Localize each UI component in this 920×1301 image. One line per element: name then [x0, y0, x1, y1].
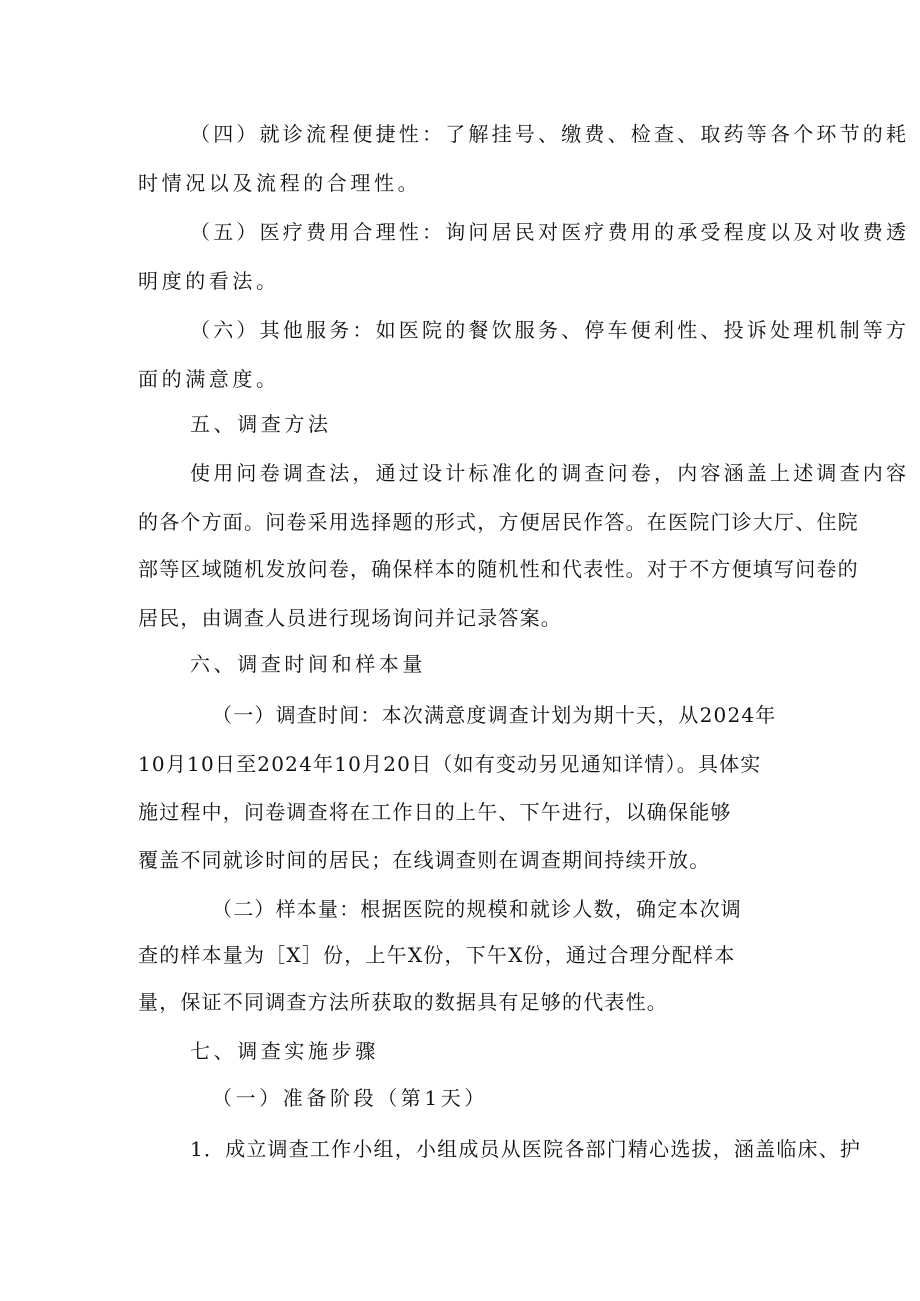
paragraph-line: 10月10日至2024年10月20日（如有变动另见通知详情）。具体实: [138, 752, 762, 776]
paragraph-line: 时情况以及流程的合理性。: [138, 171, 422, 195]
paragraph-line: 施过程中，问卷调查将在工作日的上午、下午进行，以确保能够: [138, 800, 732, 824]
paragraph-line: 查的样本量为［X］份，上午X份，下午X份，通过合理分配样本: [138, 943, 736, 967]
paragraph-line: 使用问卷调查法，通过设计标准化的调查问卷，内容涵盖上述调查内容: [190, 461, 910, 485]
paragraph-line: 覆盖不同就诊时间的居民；在线调查则在调查期间持续开放。: [138, 848, 711, 872]
paragraph-line: 1．成立调查工作小组，小组成员从医院各部门精心选拔，涵盖临床、护: [190, 1137, 862, 1161]
subsection-heading: （一）准备阶段（第1天）: [212, 1086, 488, 1110]
paragraph-line: （二）样本量：根据医院的规模和就诊人数，确定本次调: [212, 897, 742, 921]
paragraph-line: （四）就诊流程便捷性：了解挂号、缴费、检查、取药等各个环节的耗: [190, 122, 910, 146]
paragraph-line: 居民，由调查人员进行现场询问并记录答案。: [138, 606, 562, 630]
paragraph-line: 量，保证不同调查方法所获取的数据具有足够的代表性。: [138, 990, 668, 1014]
paragraph-line: （五）医疗费用合理性：询问居民对医疗费用的承受程度以及对收费透: [190, 220, 910, 244]
section-heading: 七、调查实施步骤: [190, 1039, 379, 1063]
paragraph-line: 部等区域随机发放问卷，确保样本的随机性和代表性。对于不方便填写问卷的: [138, 557, 859, 581]
paragraph-line: 的各个方面。问卷采用选择题的形式，方便居民作答。在医院门诊大厅、住院: [138, 510, 859, 534]
paragraph-line: （六）其他服务：如医院的餐饮服务、停车便利性、投诉处理机制等方: [190, 318, 910, 342]
section-heading: 五、调查方法: [190, 412, 332, 436]
paragraph-line: （一）调查时间：本次满意度调查计划为期十天，从2024年: [212, 703, 777, 727]
section-heading: 六、调查时间和样本量: [190, 652, 426, 676]
paragraph-line: 面的满意度。: [138, 367, 280, 391]
paragraph-line: 明度的看法。: [138, 269, 280, 293]
